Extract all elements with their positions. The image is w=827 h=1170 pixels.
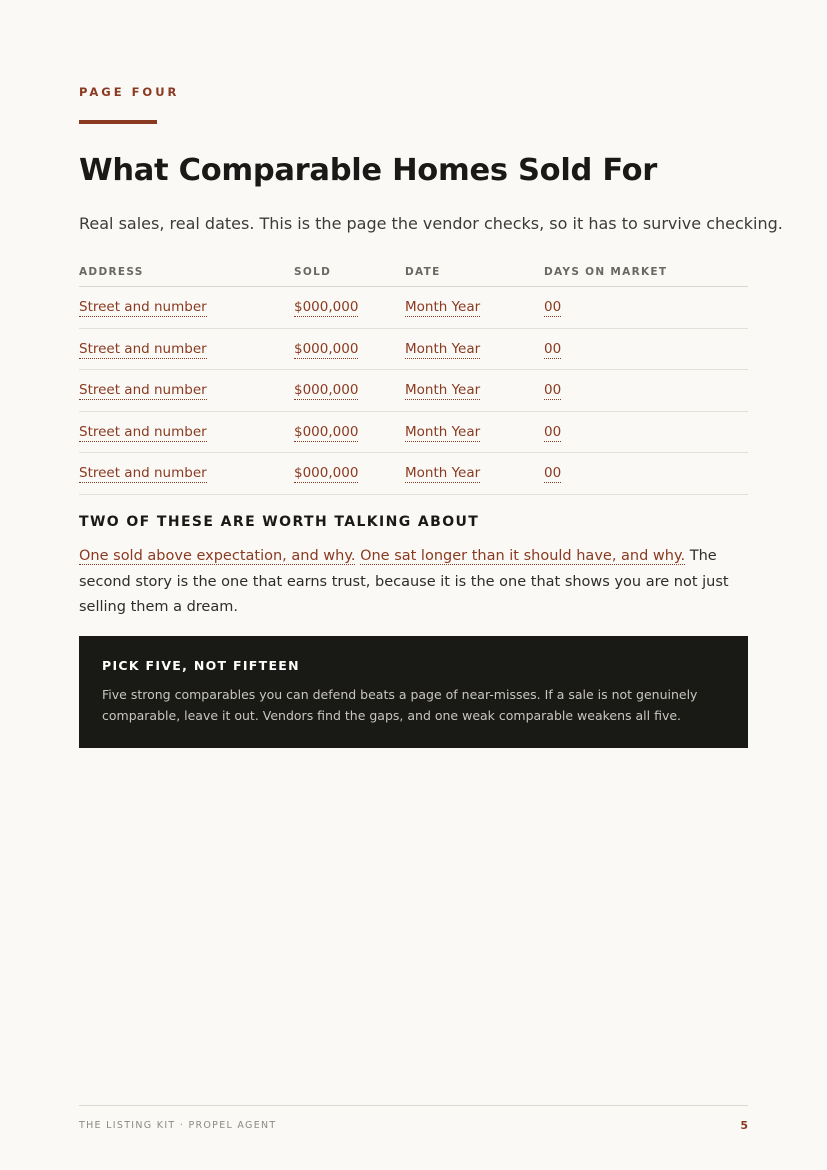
section-heading: TWO OF THESE ARE WORTH TALKING ABOUT — [79, 514, 480, 530]
days-on-market-field[interactable]: 00 — [544, 382, 562, 399]
days-on-market-field[interactable]: 00 — [544, 465, 562, 482]
page-eyebrow: PAGE FOUR — [79, 85, 180, 99]
address-field[interactable]: Street and number — [79, 382, 207, 399]
column-header-address: ADDRESS — [79, 258, 294, 287]
table-row — [79, 287, 748, 329]
comparables-table — [79, 258, 748, 495]
sale-date-field[interactable]: Month Year — [405, 465, 481, 482]
document-page — [79, 0, 783, 1170]
section-body-text: The second story is the one that earns trust, because it is the one that shows you are not just selling them a dream. — [79, 548, 729, 615]
sale-date-field[interactable]: Month Year — [405, 340, 481, 357]
table-row — [79, 411, 748, 453]
sold-price-field[interactable]: $000,000 — [294, 340, 359, 357]
footer-label: THE LISTING KIT · PROPEL AGENT — [79, 1120, 277, 1131]
table-row — [79, 328, 748, 370]
days-on-market-field[interactable]: 00 — [544, 299, 562, 316]
sold-price-field[interactable]: $000,000 — [294, 423, 359, 440]
days-on-market-field[interactable]: 00 — [544, 340, 562, 357]
sold-price-field[interactable]: $000,000 — [294, 299, 359, 316]
page-number: 5 — [740, 1119, 748, 1132]
address-field[interactable]: Street and number — [79, 340, 207, 357]
section-paragraph — [79, 544, 748, 621]
sale-date-field[interactable]: Month Year — [405, 423, 481, 440]
callout-body: Five strong comparables you can defend beats a page of near-misses. If a sale is not genuinely comparable, leave it out. Vendors find the gaps, and one weak comparable weakens all five. — [102, 687, 698, 723]
tip-callout — [79, 636, 748, 748]
column-header-date: DATE — [405, 258, 544, 287]
table-row — [79, 370, 748, 412]
days-on-market-field[interactable]: 00 — [544, 423, 562, 440]
table-row — [79, 453, 748, 495]
table-header-row — [79, 258, 748, 287]
highlight-sat-longer[interactable]: One sat longer than it should have, and why. — [360, 548, 686, 564]
sold-price-field[interactable]: $000,000 — [294, 382, 359, 399]
highlight-above-expectation[interactable]: One sold above expectation, and why. — [79, 548, 356, 564]
column-header-days-on-market: DAYS ON MARKET — [544, 258, 748, 287]
address-field[interactable]: Street and number — [79, 299, 207, 316]
eyebrow-rule — [79, 120, 157, 124]
address-field[interactable]: Street and number — [79, 465, 207, 482]
page-lede: Real sales, real dates. This is the page the vendor checks, so it has to survive checking. — [79, 214, 783, 233]
page-title: What Comparable Homes Sold For — [79, 153, 658, 188]
sale-date-field[interactable]: Month Year — [405, 382, 481, 399]
footer-divider — [79, 1105, 748, 1106]
sale-date-field[interactable]: Month Year — [405, 299, 481, 316]
callout-title: PICK FIVE, NOT FIFTEEN — [102, 658, 300, 673]
address-field[interactable]: Street and number — [79, 423, 207, 440]
column-header-sold: SOLD — [294, 258, 405, 287]
sold-price-field[interactable]: $000,000 — [294, 465, 359, 482]
